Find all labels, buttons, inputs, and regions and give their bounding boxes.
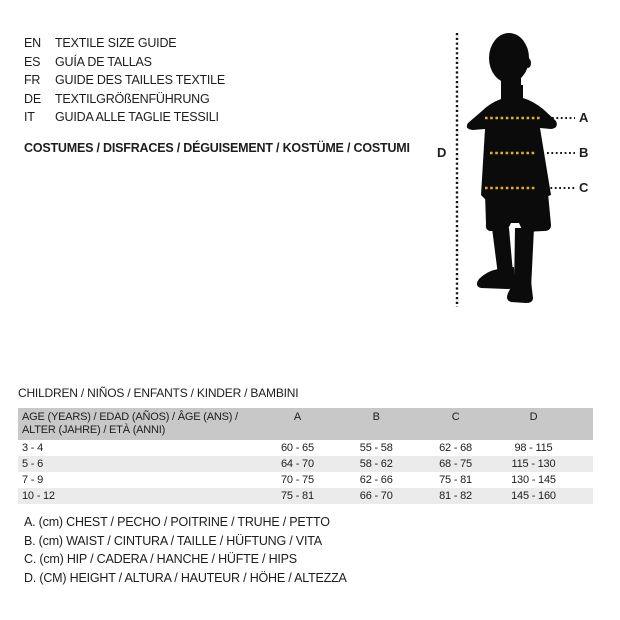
table-row (18, 440, 593, 456)
language-row-it (24, 108, 225, 127)
measurement-figure (435, 25, 595, 315)
age-cell: 7 - 9 (22, 474, 44, 486)
waist-cell: 58 - 62 (359, 458, 393, 470)
language-label: TEXTILGRÖßENFÜHRUNG (55, 91, 210, 106)
measurement-legend (24, 513, 347, 587)
age-header-line1: AGE (YEARS) / EDAD (AÑOS) / ÂGE (ANS) / (22, 411, 238, 423)
column-header-c: C (451, 411, 460, 423)
age-cell: 10 - 12 (22, 490, 55, 502)
language-code: FR (24, 73, 41, 87)
category-title: COSTUMES / DISFRACES / DÉGUISEMENT / KOSTÜME / COSTUMI (24, 141, 410, 155)
height-cell: 98 - 115 (514, 442, 553, 454)
language-code: IT (24, 110, 35, 124)
spacer-cell (572, 488, 593, 504)
waist-cell: 62 - 66 (359, 474, 393, 486)
hip-cell: 62 - 68 (439, 442, 472, 454)
age-cell: 5 - 6 (22, 458, 44, 470)
waist-cell: 55 - 58 (359, 442, 393, 454)
spacer-cell (572, 472, 593, 488)
language-row-fr (24, 71, 225, 90)
hip-cell: 75 - 81 (439, 474, 472, 486)
spacer-cell (572, 456, 593, 472)
age-header-line2: ALTER (JAHRE) / ETÀ (ANNI) (22, 424, 166, 436)
legend-hip: C. (cm) HIP / CADERA / HANCHE / HÜFTE / HIPS (24, 552, 297, 567)
table-row (18, 472, 593, 488)
legend-chest: A. (cm) CHEST / PECHO / POITRINE / TRUHE / PETTO (24, 515, 330, 529)
waist-label: B (579, 145, 589, 160)
chest-label: A (579, 110, 589, 125)
height-cell: 130 - 145 (511, 474, 556, 486)
column-header-a: A (293, 411, 302, 423)
size-table (18, 408, 593, 504)
waist-cell: 66 - 70 (359, 490, 393, 502)
language-row-es (24, 53, 225, 72)
chest-cell: 60 - 65 (281, 442, 314, 454)
age-column-header (18, 408, 258, 440)
legend-height: D. (CM) HEIGHT / ALTURA / HAUTEUR / HÖHE / ALTEZZA (24, 570, 347, 585)
chest-cell: 64 - 70 (281, 458, 314, 470)
table-row (18, 488, 593, 504)
child-silhouette-graphic (435, 25, 595, 315)
height-label: D (437, 145, 447, 160)
spacer-cell (572, 408, 593, 440)
language-label: GUIDA ALLE TAGLIE TESSILI (55, 110, 219, 124)
legend-waist: B. (cm) WAIST / CINTURA / TAILLE / HÜFTUNG / VITA (24, 533, 322, 548)
height-cell: 115 - 130 (511, 458, 556, 470)
child-silhouette (467, 33, 557, 303)
language-label: TEXTILE SIZE GUIDE (55, 36, 177, 50)
height-cell: 145 - 160 (511, 490, 556, 502)
spacer-cell (572, 440, 593, 456)
table-row (18, 456, 593, 472)
language-label: GUIDE DES TAILLES TEXTILE (55, 73, 226, 87)
hip-label: C (579, 180, 589, 195)
age-cell: 3 - 4 (22, 442, 44, 454)
section-title-children: CHILDREN / NIÑOS / ENFANTS / KINDER / BAMBINI (18, 386, 299, 400)
hip-cell: 68 - 75 (439, 458, 472, 470)
table-header-row (18, 408, 593, 440)
language-code: DE (24, 91, 41, 106)
language-row-de (24, 90, 225, 109)
chest-cell: 70 - 75 (281, 474, 314, 486)
language-label: GUÍA DE TALLAS (55, 54, 152, 69)
language-row-en (24, 34, 225, 53)
column-header-b: B (372, 411, 380, 423)
language-code: EN (24, 36, 41, 50)
language-guide-list (24, 34, 225, 127)
hip-cell: 81 - 82 (439, 490, 472, 502)
chest-cell: 75 - 81 (281, 490, 314, 502)
language-code: ES (24, 54, 41, 69)
column-header-d: D (529, 411, 538, 423)
